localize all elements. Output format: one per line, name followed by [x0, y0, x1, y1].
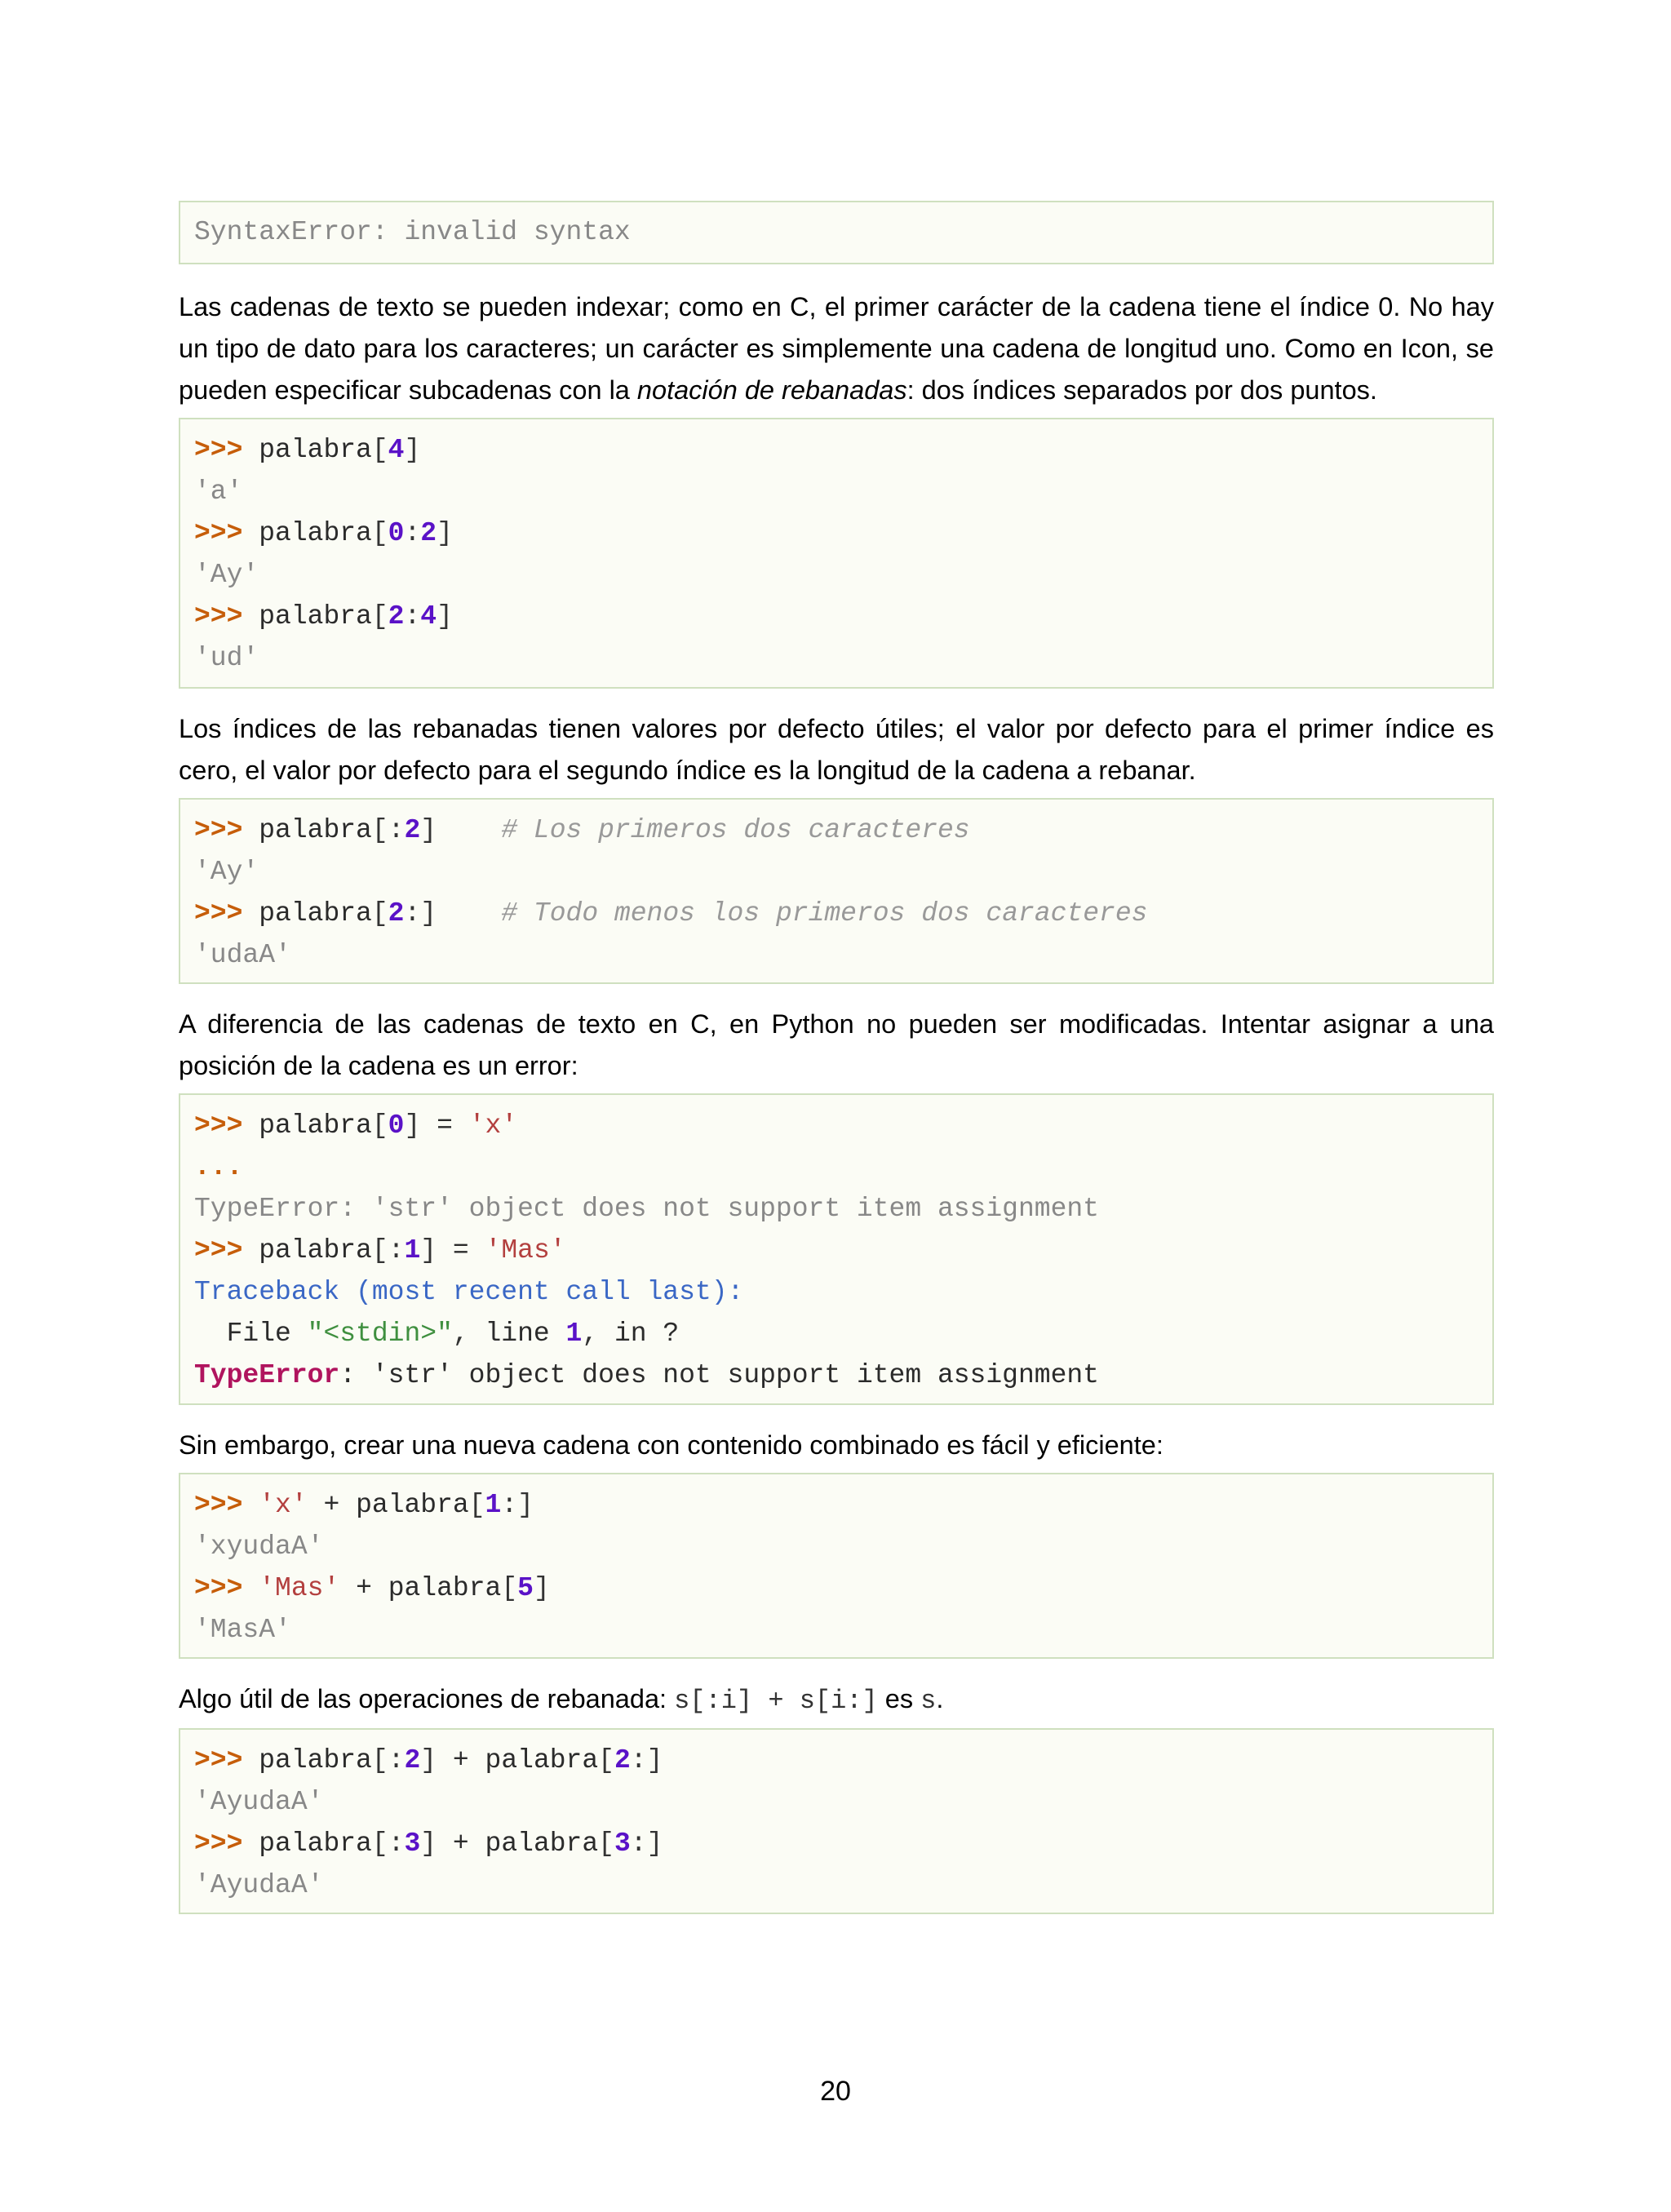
prompt: >>> — [194, 1745, 243, 1775]
paragraph-text: Algo útil de las operaciones de rebanada: — [179, 1684, 675, 1713]
code-block-concatenation — [179, 1473, 1494, 1659]
inline-code: s — [920, 1686, 937, 1716]
error-message: : 'str' object does not support item assignment — [339, 1360, 1099, 1390]
code-line: >>> 'Mas' + palabra[5] — [194, 1573, 550, 1603]
code-comment: # Los primeros dos caracteres — [501, 815, 970, 845]
code-output: 'Ay' — [194, 560, 259, 590]
paragraph-text: es — [877, 1684, 921, 1713]
paragraph-defaults: Los índices de las rebanadas tienen valores por defecto útiles; el valor por defecto para el primer índice es cero, el valor por defecto para el segundo índice es la longitud de la cadena a rebanar. — [179, 714, 1494, 785]
code-output: 'MasA' — [194, 1615, 291, 1645]
code-line: >>> palabra[:2] + palabra[2:] — [194, 1745, 663, 1775]
prompt: >>> — [194, 518, 243, 548]
code-line: >>> 'x' + palabra[1:] — [194, 1490, 534, 1520]
prompt: >>> — [194, 601, 243, 632]
code-output: 'AyudaA' — [194, 1870, 324, 1900]
prompt: >>> — [194, 898, 243, 929]
traceback-header: Traceback (most recent call last): — [194, 1277, 744, 1307]
paragraph-indexing — [179, 286, 1494, 411]
page-content — [179, 201, 1494, 1914]
code-line: >>> palabra[4] — [194, 435, 421, 465]
code-block-slice-identity — [179, 1728, 1494, 1914]
code-output: 'AyudaA' — [194, 1787, 324, 1817]
code-block-indexing — [179, 418, 1494, 689]
paragraph-text: . — [936, 1684, 944, 1713]
paragraph-immutable: A diferencia de las cadenas de texto en C, en Python no pueden ser modificadas. Intentar asignar a una posición de la cadena es un error: — [179, 1009, 1494, 1080]
page-number: 20 — [820, 2076, 851, 2107]
code-line: >>> palabra[:3] + palabra[3:] — [194, 1829, 663, 1859]
code-block-slice-defaults — [179, 798, 1494, 984]
paragraph-slice-identity — [179, 1678, 1494, 1722]
error-name: TypeError — [194, 1360, 340, 1390]
traceback-file-line: File "<stdin>", line 1, in ? — [226, 1319, 680, 1349]
paragraph-combined: Sin embargo, crear una nueva cadena con contenido combinado es fácil y eficiente: — [179, 1430, 1163, 1460]
code-output: 'xyudaA' — [194, 1532, 324, 1562]
code-block-assignment-error — [179, 1093, 1494, 1405]
code-output: TypeError: 'str' object does not support item assignment — [194, 1194, 1099, 1224]
code-line: >>> palabra[:2] # Los primeros dos caracteres — [194, 815, 970, 845]
traceback-error — [194, 1354, 1478, 1396]
prompt: >>> — [194, 1573, 243, 1603]
continuation-prompt: ... — [194, 1152, 243, 1182]
code-line: >>> palabra[2:4] — [194, 601, 453, 632]
paragraph-text: Las cadenas de texto se pueden indexar; como en C, el primer carácter de la cadena tiene el índice 0. No hay un tipo de dato para los caracteres; un carácter es simplemente una cadena de longitud uno. Como en Icon, se pueden especificar subcadenas con la — [179, 292, 1494, 405]
prompt: >>> — [194, 1235, 243, 1266]
code-output: 'a' — [194, 477, 243, 507]
code-comment: # Todo menos los primeros dos caracteres — [501, 898, 1148, 929]
code-output: 'Ay' — [194, 857, 259, 887]
code-output: 'ud' — [194, 643, 259, 673]
code-block-syntax-error — [179, 201, 1494, 264]
emphasis-term: notación de rebanadas — [636, 375, 907, 405]
prompt: >>> — [194, 1829, 243, 1859]
code-output: SyntaxError: invalid syntax — [194, 217, 631, 247]
inline-code: s[:i] + s[i:] — [674, 1686, 878, 1716]
paragraph-text: : dos índices separados por dos puntos. — [906, 375, 1377, 405]
code-line: >>> palabra[2:] # Todo menos los primeros dos caracteres — [194, 898, 1148, 929]
code-line: >>> palabra[0:2] — [194, 518, 453, 548]
prompt: >>> — [194, 1490, 243, 1520]
prompt: >>> — [194, 1110, 243, 1141]
prompt: >>> — [194, 435, 243, 465]
code-line: >>> palabra[0] = 'x' — [194, 1110, 518, 1141]
code-line: >>> palabra[:1] = 'Mas' — [194, 1235, 566, 1266]
prompt: >>> — [194, 815, 243, 845]
code-output: 'udaA' — [194, 940, 291, 970]
